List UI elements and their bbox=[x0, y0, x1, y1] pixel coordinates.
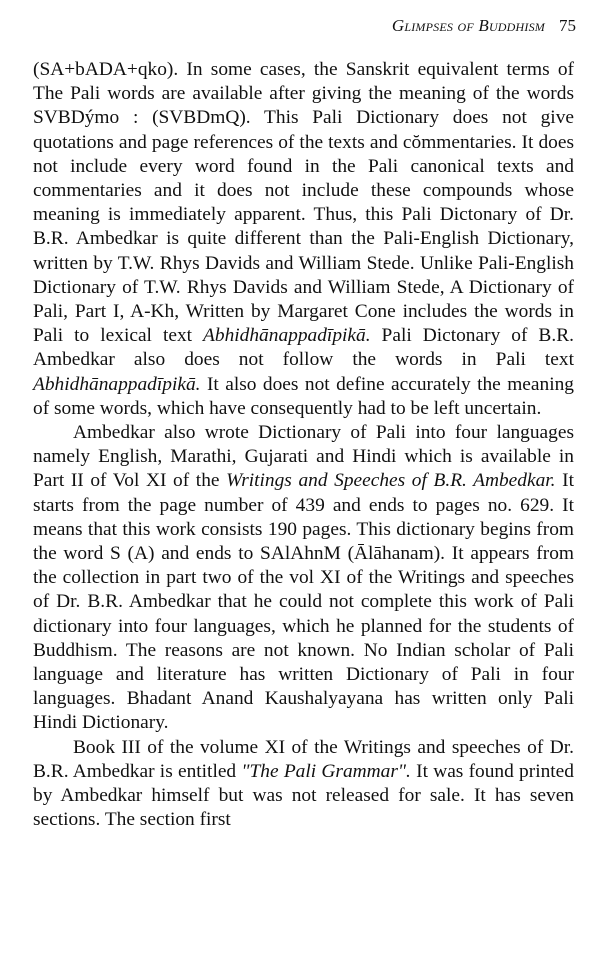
paragraph-text: (SA+bADA+qko). In some cases, the Sanskrit equivalent terms of The Pali words are available after giving the meaning of the words SVBDýmo : (SVBDmQ). This Pali Dictionary does not give quotations and page references of the texts and cŏmmentaries. It does not include every word found in the Pali canonical texts and commentaries and it does not include these compounds whose meaning is immediately apparent. Thus, this Pali Dictonary of Dr. B.R. Ambedkar is quite different than the Pali-English Dictionary, written by T.W. Rhys Davids and William Stede. Unlike Pali-English Dictionary of T.W. Rhys Davids and William Stede, A Dictionary of Pali, Part I, A-Kh, Written by Margaret Cone includes the words in Pali to lexical text bbox=[33, 59, 574, 347]
page-header bbox=[0, 16, 576, 36]
page-number: 75 bbox=[559, 16, 576, 35]
paragraph-3 bbox=[33, 736, 574, 833]
italic-title: Abhidhānappadīpikā. bbox=[33, 373, 201, 395]
paragraph-1 bbox=[33, 58, 574, 421]
running-title: Glimpses of Buddhism bbox=[391, 16, 545, 35]
paragraph-text: Book III of the volume XI of the Writings and speeches of Dr. B.R. Ambedkar is entitled bbox=[33, 736, 574, 782]
paragraph-text: Ambedkar also wrote Dictionary of Pali into four languages namely English, Marathi, Gujarati and Hindi which is available in Part II of Vol XI of the bbox=[33, 422, 574, 492]
paragraph-text: It was found printed by Ambedkar himself but was not released for sale. It has seven sections. The section first bbox=[33, 760, 574, 831]
italic-title: Abhidhānappadīpikā. bbox=[203, 325, 371, 347]
paragraph-text: It starts from the page number of 439 and ends to pages no. 629. It means that this work consists 190 pages. This dictionary begins from the word S (A) and ends to SAlAhnM (Ālāhanam). It appears from the collection in part two of the vol XI of the Writings and speeches of Dr. B.R. Ambedkar that he could not complete this work of Pali dictionary into four languages, which he planned for the students of Buddhism. The reasons are not known. No Indian scholar of Pali language and literature has written Dictionary of Pali in four languages. Bhadant Anand Kaushalyayana has written only Pali Hindi Dictionary. bbox=[33, 470, 574, 734]
paragraph-2 bbox=[33, 421, 574, 736]
italic-title: "The Pali Grammar". bbox=[241, 760, 411, 782]
body-text bbox=[33, 58, 574, 833]
paragraph-text: Pali Dictonary of B.R. Ambedkar also does not follow the words in Pali text bbox=[33, 325, 574, 371]
italic-title: Writings and Speeches of B.R. Ambedkar. bbox=[226, 470, 556, 492]
paragraph-text: It also does not define accurately the meaning of some words, which have consequently had to be left uncertain. bbox=[33, 373, 574, 419]
